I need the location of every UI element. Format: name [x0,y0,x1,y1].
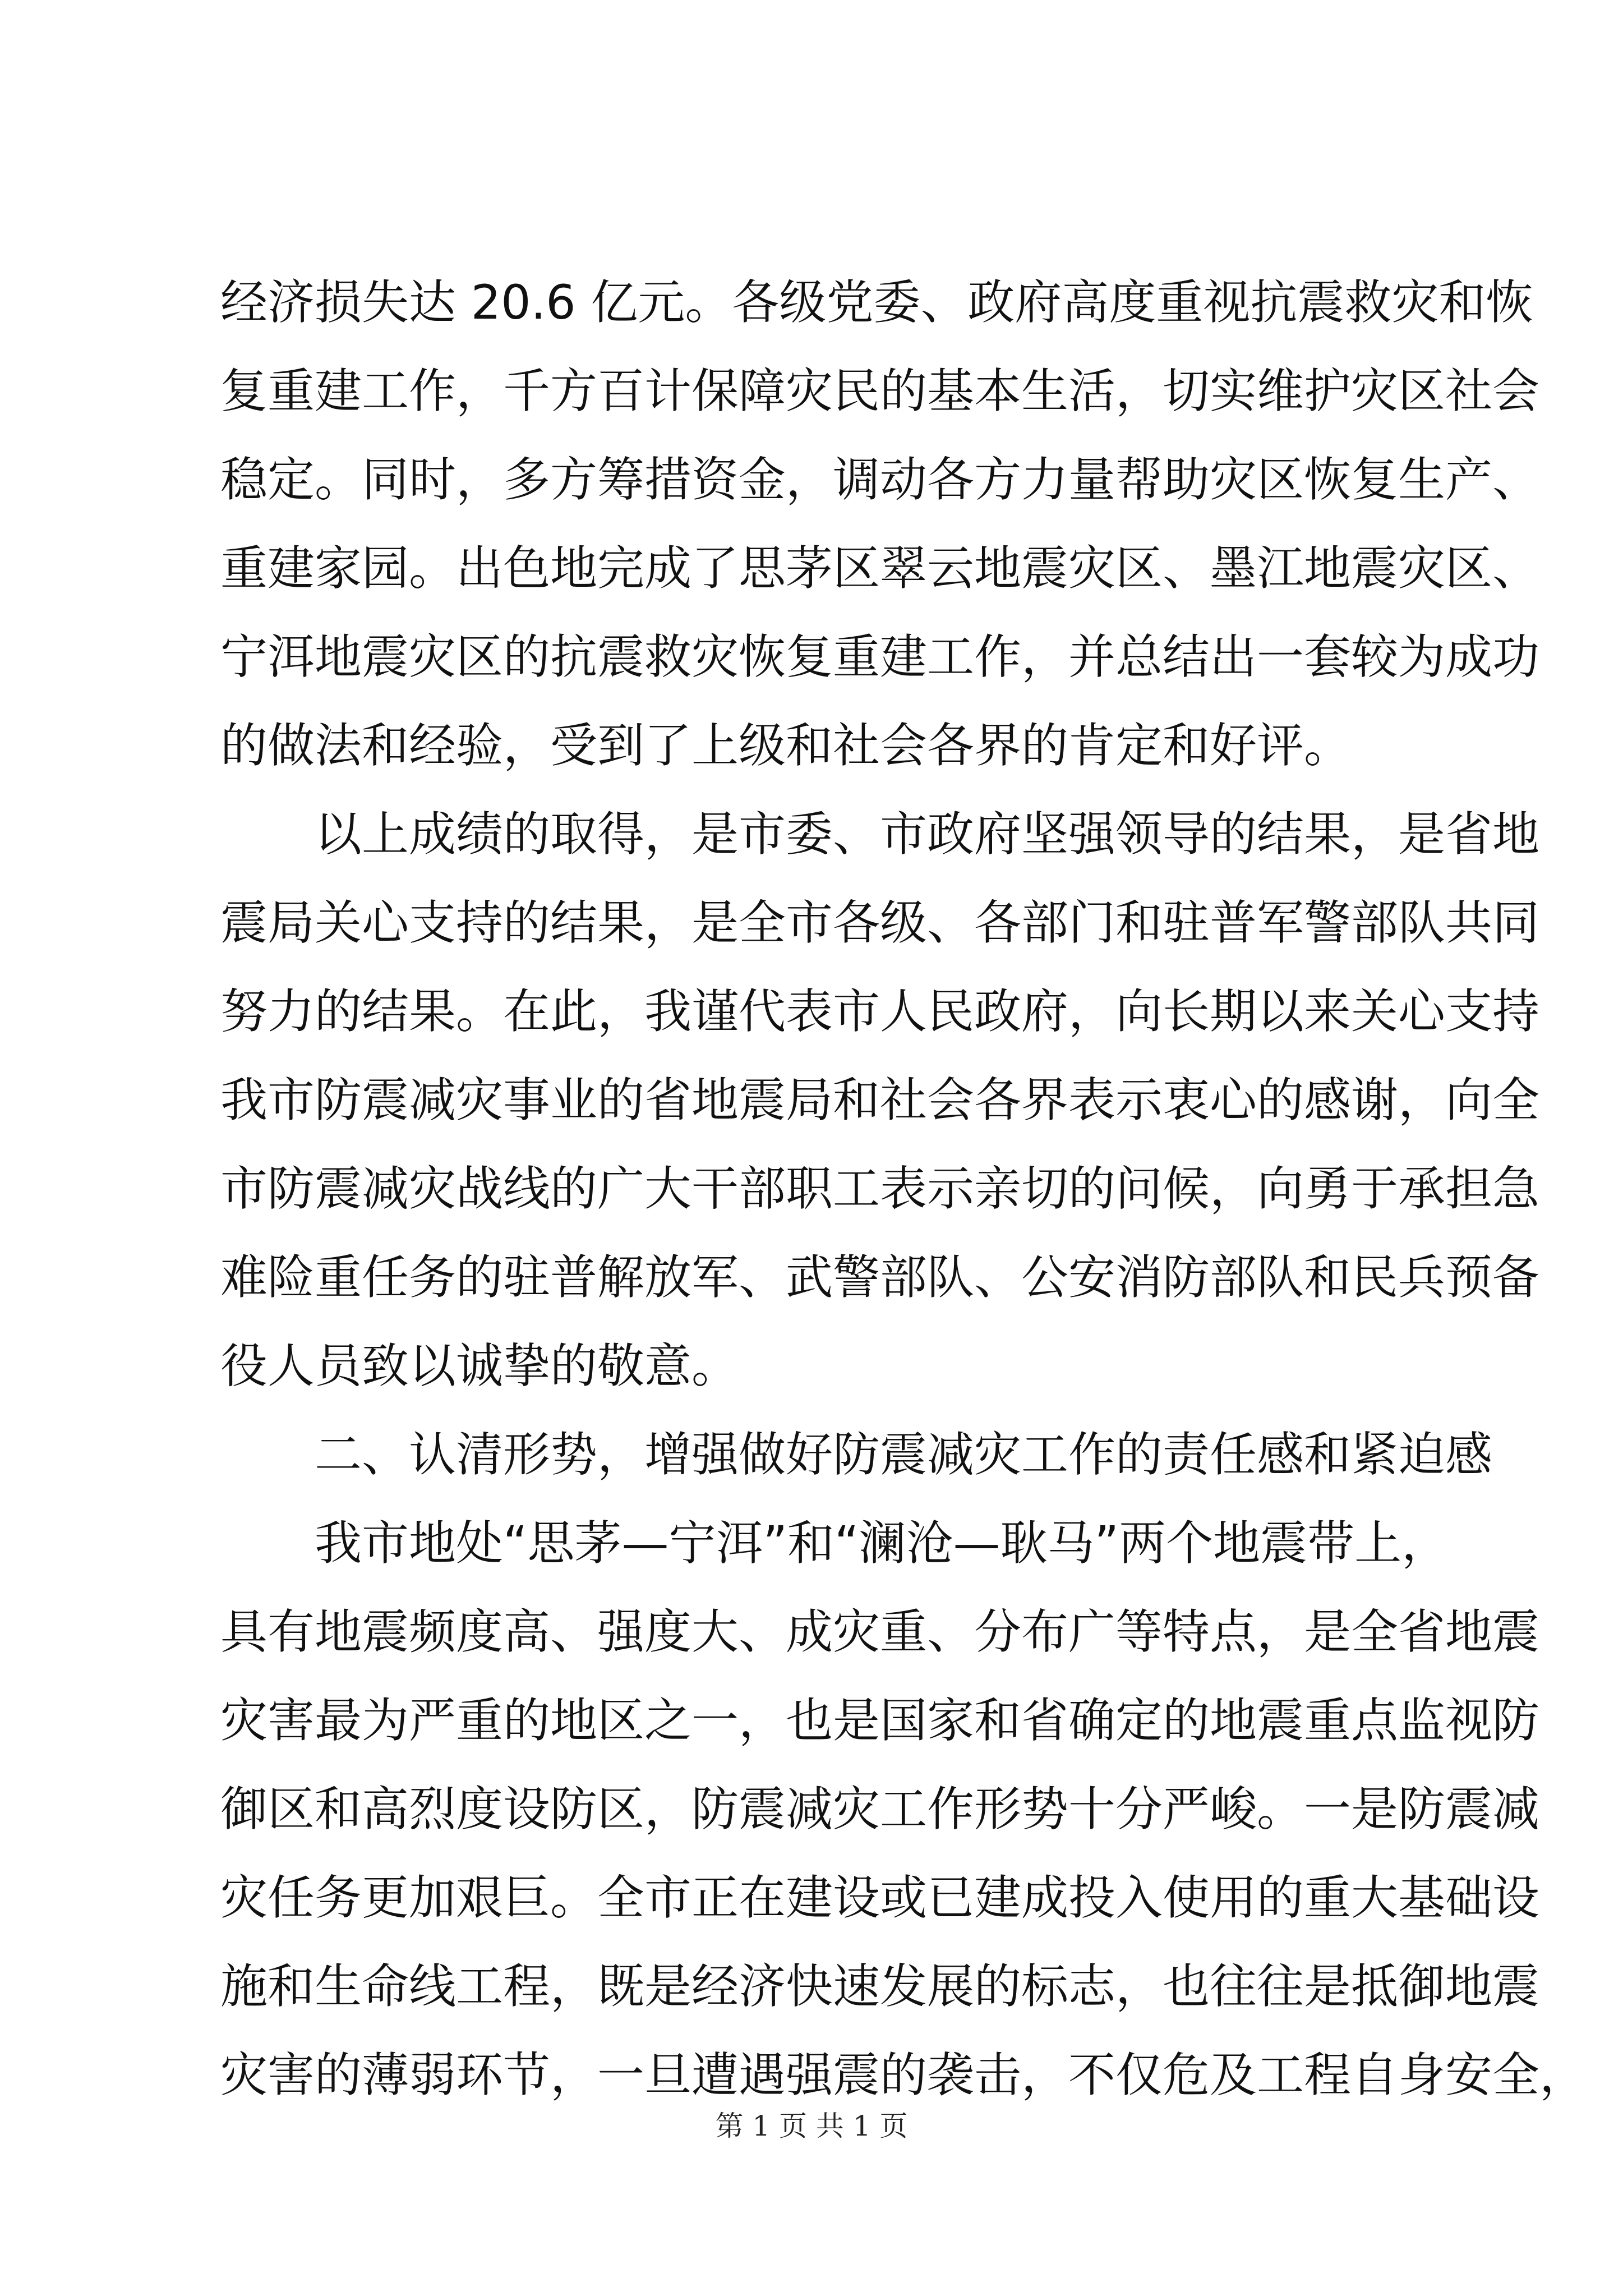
page-number-footer: 第 1 页 共 1 页 [715,2110,908,2142]
text-line: 努力的结果。在此，我谨代表市人民政府，向长期以来关心支持 [220,984,1540,1039]
text-line: 以上成绩的取得，是市委、市政府坚强领导的结果，是省地 [315,807,1540,862]
text-line: 我市地处“思茅—宁洱”和“澜沧—耿马”两个地震带上， [315,1516,1449,1571]
text-line: 市防震减灾战线的广大干部职工表示亲切的问候，向勇于承担急 [220,1161,1540,1216]
text-line: 重建家园。出色地完成了思茅区翠云地震灾区、墨江地震灾区、 [220,541,1540,596]
text-line: 灾害最为严重的地区之一，也是国家和省确定的地震重点监视防 [220,1693,1540,1748]
text-line: 复重建工作，千方百计保障灾民的基本生活，切实维护灾区社会 [220,364,1540,418]
section-heading: 二、认清形势，增强做好防震减灾工作的责任感和紧迫感 [315,1427,1493,1482]
text-line: 稳定。同时，多方筹措资金，调动各方力量帮助灾区恢复生产、 [220,452,1540,507]
text-line: 灾任务更加艰巨。全市正在建设或已建成投入使用的重大基础设 [220,1870,1540,1925]
text-line: 难险重任务的驻普解放军、武警部队、公安消防部队和民兵预备 [220,1250,1540,1305]
text-line: 灾害的薄弱环节，一旦遭遇强震的袭击，不仅危及工程自身安全， [220,2047,1587,2102]
text-line: 经济损失达 20.6 亿元。各级党委、政府高度重视抗震救灾和恢 [220,275,1533,330]
text-line: 役人员致以诚挚的敬意。 [220,1338,739,1393]
text-line: 具有地震频度高、强度大、成灾重、分布广等特点，是全省地震 [220,1604,1540,1659]
text-line: 御区和高烈度设防区，防震减灾工作形势十分严峻。一是防震减 [220,1782,1540,1837]
text-line: 宁洱地震灾区的抗震救灾恢复重建工作，并总结出一套较为成功 [220,629,1540,684]
text-line: 震局关心支持的结果，是全市各级、各部门和驻普军警部队共同 [220,895,1540,950]
text-line: 我市防震减灾事业的省地震局和社会各界表示衷心的感谢，向全 [220,1073,1540,1128]
text-line: 施和生命线工程，既是经济快速发展的标志，也往往是抵御地震 [220,1959,1540,2014]
text-line: 的做法和经验，受到了上级和社会各界的肯定和好评。 [220,718,1352,773]
